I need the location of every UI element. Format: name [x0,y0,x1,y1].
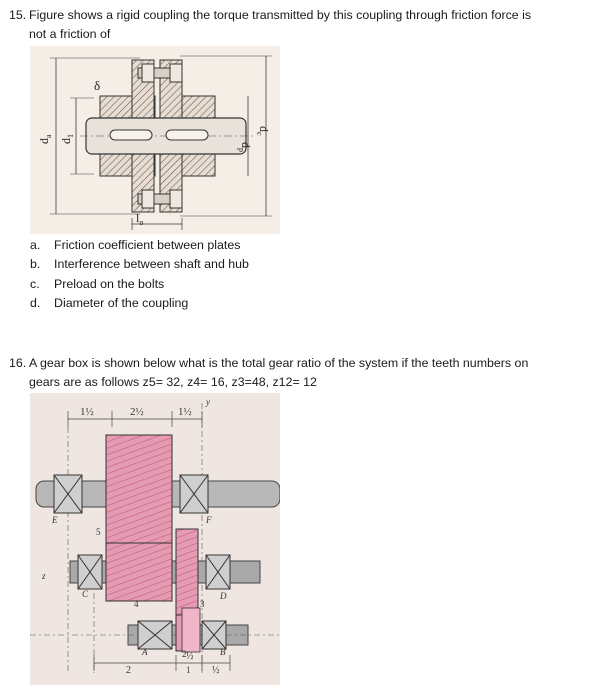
label-y: y [206,397,210,407]
label-z: z [42,571,46,581]
label-d: D [220,591,227,601]
label-da: $d_a$ [37,134,53,144]
question-15-line-2: not a friction of [29,27,111,41]
label-gear-1: 1 [186,665,191,675]
option-b-letter: b. [30,257,41,272]
label-bottom-dim-2: ½ [186,651,194,662]
label-gear-2: 2 [182,649,187,659]
label-b: B [220,647,226,657]
question-15-line-1: Figure shows a rigid coupling the torque transmitted by this coupling through friction force is [29,8,532,22]
label-c: C [82,589,89,599]
label-top-dim-1: 1½ [80,406,94,418]
option-a-letter: a. [30,238,41,252]
question-16-line-1: A gear box is shown below what is the total gear ratio of the system if the teeth numbers on [29,356,529,370]
option-a-text: Friction coefficient between plates [54,238,241,252]
question-16-text [9,354,599,392]
option-b-text: Interference between shaft and hub [54,257,249,272]
question-15-options [30,236,430,314]
label-top-dim-3: 1½ [178,406,192,418]
coupling-figure [30,46,280,234]
question-16-number: 16. [9,356,27,370]
coupling-drawing [30,46,280,234]
label-e: E [52,515,58,525]
label-lo: $l_o$ [136,211,144,227]
option-b[interactable] [30,255,430,274]
label-dc: $d_c$ [255,126,271,136]
label-gear-5: 5 [96,527,101,537]
label-top-dim-2: 2½ [130,406,144,418]
label-bottom-dim-1: 2 [126,665,131,676]
option-d-letter: d. [30,296,41,311]
question-15-number: 15. [9,8,27,22]
label-d1: $d_1$ [59,134,75,144]
label-f: F [206,515,212,525]
gearbox-drawing [30,393,280,685]
option-d-text: Diameter of the coupling [54,296,189,311]
label-dp: $d_p$ [237,142,253,152]
label-a: A [142,647,148,657]
option-c-text: Preload on the bolts [54,276,165,291]
option-c-letter: c. [30,276,40,291]
gearbox-figure [30,393,280,685]
label-gear-4: 4 [134,599,139,609]
question-15-text [9,6,599,44]
option-d[interactable] [30,294,430,313]
label-gear-3: 3 [200,599,205,609]
label-bottom-dim-3: ½ [212,665,220,676]
question-16-line-2: gears are as follows z5= 32, z4= 16, z3=48, z12= 12 [29,375,317,389]
option-c[interactable] [30,275,430,294]
option-a[interactable] [30,236,430,255]
label-delta: δ [94,78,101,93]
